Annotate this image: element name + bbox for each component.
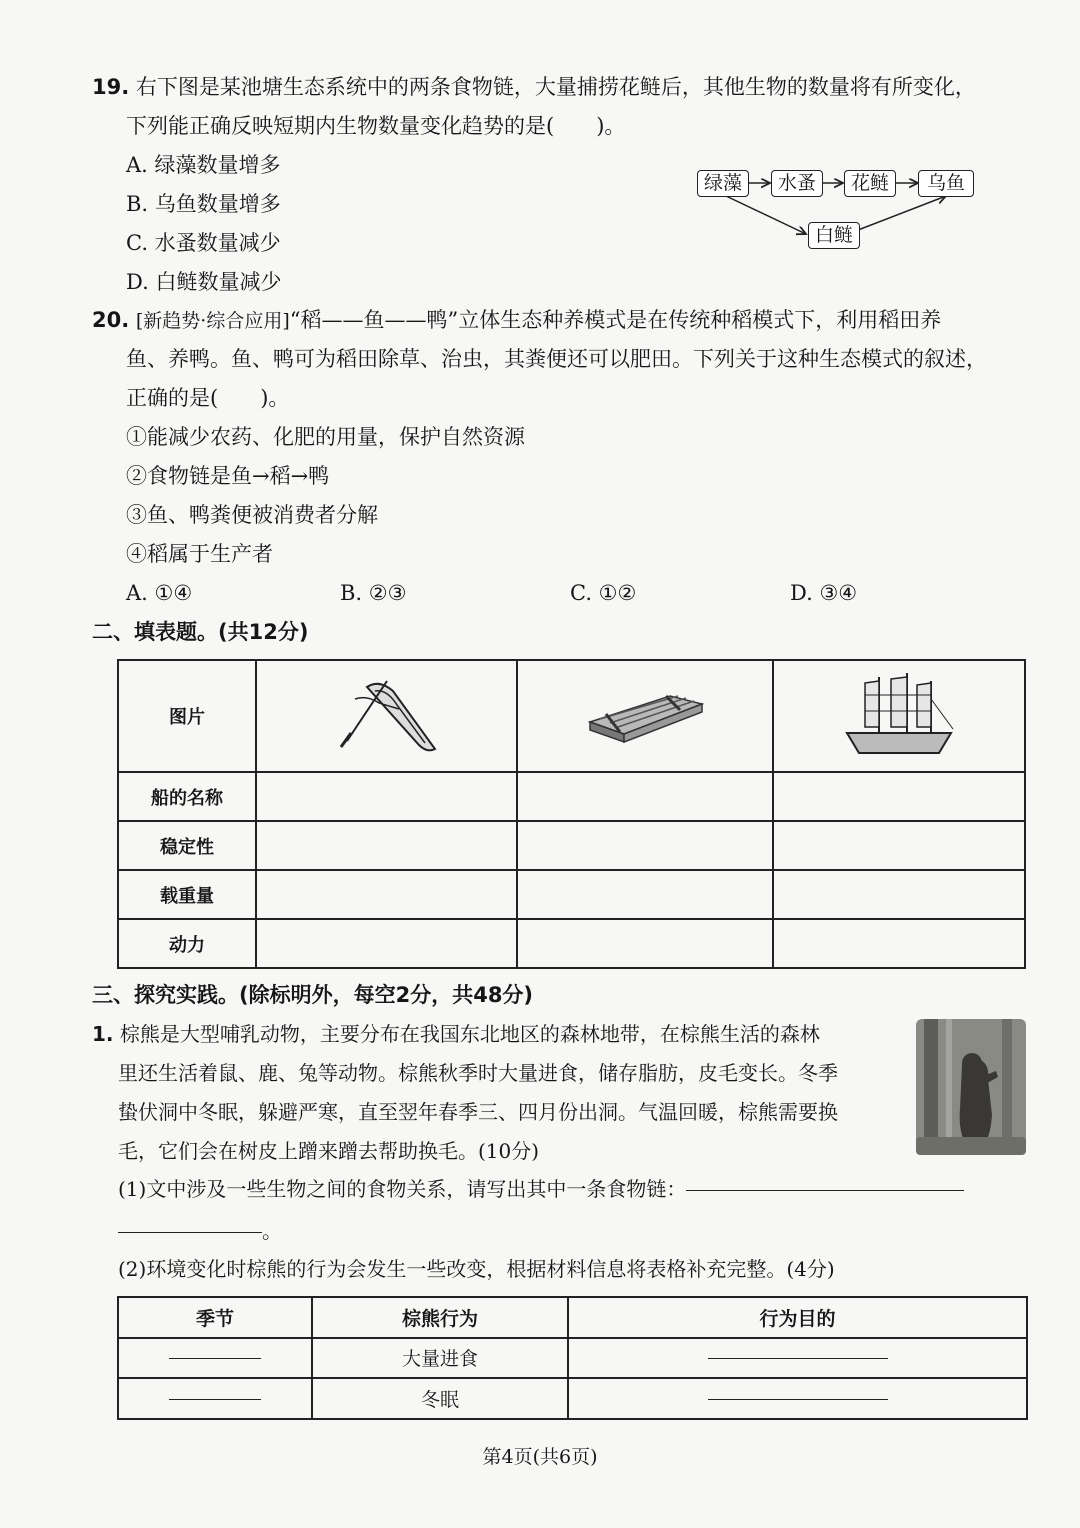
statement-4: ④稻属于生产者 [126, 542, 273, 566]
row-label: 图片 [118, 660, 256, 772]
sailboat-image-cell [773, 660, 1025, 772]
table-header-row [118, 1297, 1027, 1338]
answer-cell[interactable] [256, 821, 517, 870]
answer-blank[interactable] [118, 1232, 262, 1233]
canoe-image [327, 669, 447, 759]
question-stem-line: 鱼、养鸭。鱼、鸭可为稻田除草、治虫，其粪便还可以肥田。下列关于这种生态模式的叙述， [126, 347, 987, 371]
behavior-cell: 大量进食 [312, 1338, 568, 1379]
passage-line: 毛，它们会在树皮上蹭来蹭去帮助换毛。(10分) [118, 1139, 540, 1163]
option-c[interactable]: C. 水蚤数量减少 [126, 231, 281, 255]
option-a[interactable]: A. 绿藻数量增多 [126, 153, 281, 177]
answer-blank[interactable] [169, 1358, 261, 1359]
answer-blank[interactable] [686, 1190, 964, 1191]
option-b[interactable]: B. 乌鱼数量增多 [126, 192, 281, 216]
question-tag: [新趋势·综合应用] [135, 310, 290, 332]
header-behavior: 棕熊行为 [312, 1297, 568, 1338]
section-2-title: 二、填表题。(共12分) [92, 620, 309, 644]
table-row [118, 1338, 1027, 1379]
answer-blank[interactable] [169, 1399, 261, 1400]
ship-table [117, 659, 1026, 969]
answer-cell[interactable] [517, 772, 773, 821]
purpose-cell [568, 1338, 1027, 1379]
answer-cell[interactable] [773, 821, 1025, 870]
purpose-cell [568, 1378, 1027, 1419]
page-footer: 第4页(共6页) [482, 1446, 598, 1468]
node-silver-carp: 白鲢 [808, 222, 860, 249]
table-row [118, 870, 1025, 919]
option-c[interactable]: C. ①② [570, 581, 637, 605]
answer-cell[interactable] [517, 821, 773, 870]
node-green-algae: 绿藻 [697, 170, 749, 197]
answer-blank[interactable] [708, 1358, 888, 1359]
question-number: 1. [92, 1022, 114, 1046]
statement-2: ②食物链是鱼→稻→鸭 [126, 464, 330, 488]
section3-q1 [92, 1015, 912, 1054]
node-water-flea: 水蚤 [771, 170, 823, 197]
table-row [118, 660, 1025, 772]
table-row [118, 919, 1025, 968]
section-3-title: 三、探究实践。(除标明外，每空2分，共48分) [92, 983, 534, 1007]
question-stem: 右下图是某池塘生态系统中的两条食物链，大量捕捞花鲢后，其他生物的数量将有所变化， [135, 75, 976, 99]
row-label: 船的名称 [118, 772, 256, 821]
option-d[interactable]: D. ③④ [790, 581, 858, 605]
answer-cell[interactable] [773, 870, 1025, 919]
answer-cell[interactable] [256, 772, 517, 821]
row-label: 载重量 [118, 870, 256, 919]
option-d[interactable]: D. 白鲢数量减少 [126, 270, 282, 294]
canoe-image-cell [256, 660, 517, 772]
option-a[interactable]: A. ①④ [126, 581, 193, 605]
row-label: 稳定性 [118, 821, 256, 870]
sub-question-1 [118, 1170, 1028, 1209]
season-cell [118, 1378, 312, 1419]
statement-3: ③鱼、鸭粪便被消费者分解 [126, 503, 378, 527]
question-19 [92, 68, 1042, 107]
sub-question-2: (2)环境变化时棕熊的行为会发生一些改变，根据材料信息将表格补充完整。(4分) [118, 1257, 835, 1281]
bear-behavior-table [117, 1296, 1028, 1420]
option-b[interactable]: B. ②③ [340, 581, 407, 605]
table-row [118, 1378, 1027, 1419]
statement-1: ①能减少农药、化肥的用量，保护自然资源 [126, 425, 525, 449]
brown-bear-photo [916, 1019, 1026, 1155]
answer-cell[interactable] [517, 919, 773, 968]
question-stem: “稻——鱼——鸭”立体生态种养模式是在传统种稻模式下，利用稻田养 [289, 308, 942, 332]
question-20 [92, 301, 1042, 341]
header-season: 季节 [118, 1297, 312, 1338]
table-row [118, 821, 1025, 870]
question-number: 20. [92, 308, 130, 332]
question-number: 19. [92, 75, 130, 99]
raft-image-cell [517, 660, 773, 772]
header-purpose: 行为目的 [568, 1297, 1027, 1338]
row-label: 动力 [118, 919, 256, 968]
sub-question-1-text: (1)文中涉及一些生物之间的食物关系，请写出其中一条食物链： [118, 1177, 687, 1201]
behavior-cell: 冬眠 [312, 1378, 568, 1419]
sentence-end: 。 [262, 1219, 282, 1243]
passage-line: 蛰伏洞中冬眠，躲避严寒，直至翌年春季三、四月份出洞。气温回暖，棕熊需要换 [118, 1100, 838, 1124]
season-cell [118, 1338, 312, 1379]
passage-line: 里还生活着鼠、鹿、兔等动物。棕熊秋季时大量进食，储存脂肪，皮毛变长。冬季 [118, 1061, 838, 1085]
passage-line: 棕熊是大型哺乳动物，主要分布在我国东北地区的森林地带，在棕熊生活的森林 [119, 1022, 820, 1046]
sailboat-image [839, 669, 959, 759]
node-bighead-carp: 花鲢 [844, 170, 896, 197]
answer-cell[interactable] [773, 919, 1025, 968]
answer-cell[interactable] [517, 870, 773, 919]
answer-cell[interactable] [256, 870, 517, 919]
question-stem-line: 正确的是( )。 [126, 386, 290, 410]
table-row [118, 772, 1025, 821]
answer-cell[interactable] [256, 919, 517, 968]
sub-question-1-continuation [118, 1212, 282, 1251]
answer-cell[interactable] [773, 772, 1025, 821]
raft-image [580, 674, 710, 754]
node-snakehead: 乌鱼 [918, 170, 974, 197]
answer-blank[interactable] [708, 1399, 888, 1400]
question-stem-line: 下列能正确反映短期内生物数量变化趋势的是( )。 [126, 114, 626, 138]
